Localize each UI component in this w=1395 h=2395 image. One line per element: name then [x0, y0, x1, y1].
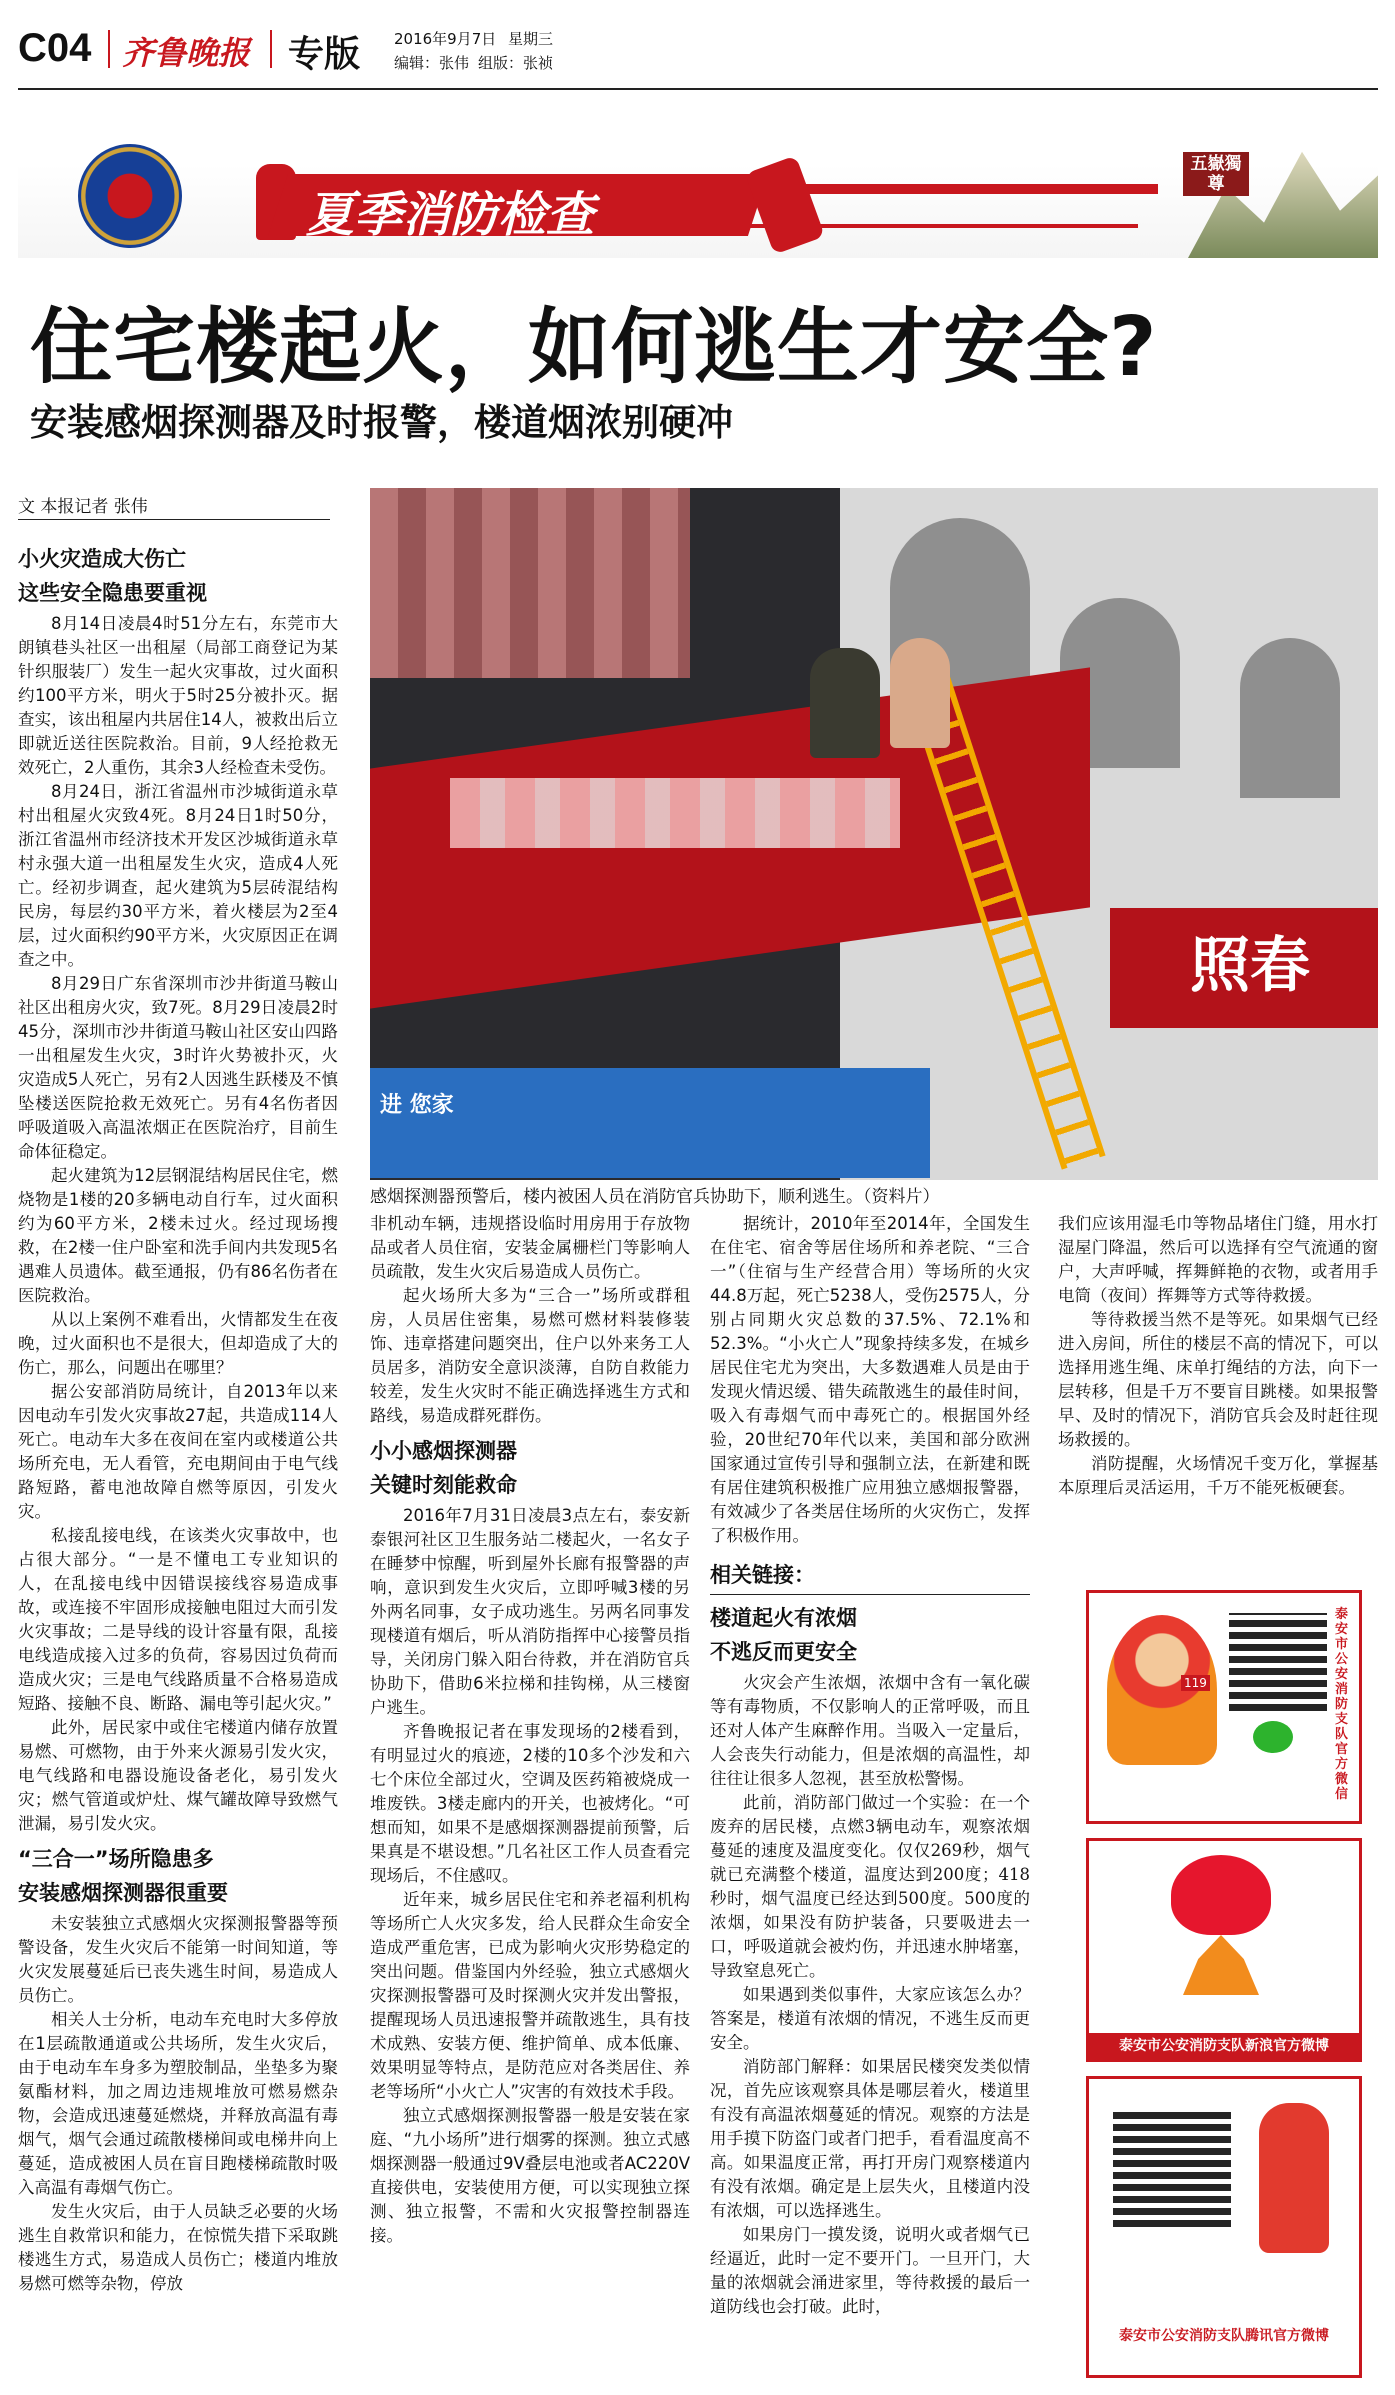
window	[1240, 638, 1340, 798]
paragraph: 等待救援当然不是等死。如果烟气已经进入房间，所住的楼层不高的情况下，可以选择用逃生绳、床单打绳结的方法，向下一层转移，但是千万不要盲目跳楼。如果报警早、及时的情况下，消防官兵会及时赶往现场救援的。	[1058, 1310, 1378, 1449]
paragraph: 未安装独立式感烟火灾探测报警器等预警设备，发生火灾后不能第一时间知道，等火灾发展蔓延后已丧失逃生时间，易造成人员伤亡。	[18, 1914, 338, 2005]
section-title: 不逃反而更安全	[710, 1640, 857, 1664]
date: 2016年9月7日	[394, 30, 497, 48]
section-title: 安装感烟探测器很重要	[18, 1881, 228, 1905]
editor: 编辑：张伟	[394, 54, 470, 72]
blue-banner	[370, 1068, 930, 1178]
page-number: C04	[18, 26, 92, 70]
wechat-ad	[1086, 1590, 1362, 1824]
paragraph: 独立式感烟探测报警器一般是安装在家庭、“九小场所”进行烟雾的探测。独立式感烟探测器一般通过9V叠层电池或者AC220V直接供电，安装使用方便，可以实现独立探测、独立报警，不需和火灾报警控制器连接。	[370, 2106, 690, 2245]
paragraph: 消防提醒，火场情况千变万化，掌握基本原理后灵活运用，千万不能死板硬套。	[1058, 1454, 1378, 1497]
paragraph: 从以上案例不难看出，火情都发生在夜晚，过火面积也不是很大，但却造成了大的伤亡，那么，问题出在哪里？	[18, 1310, 338, 1377]
paragraph: 消防部门解释：如果居民楼突发类似情况，首先应该观察具体是哪层着火，楼道里有没有高温浓烟蔓延的情况。观察的方法是用手摸下防盗门或者门把手，看看温度高不高。如果温度正常，再打开房门观察楼道内有没有浓烟。确定是上层失火，且楼道内没有浓烟，可以选择逃生。	[710, 2057, 1030, 2220]
subheadline: 安装感烟探测器及时报警，楼道烟浓别硬冲	[30, 401, 733, 444]
section-title: 这些安全隐患要重视	[18, 581, 207, 605]
paragraph: 据统计，2010年至2014年，全国发生在住宅、宿舍等居住场所和养老院、“三合一”（住宿与生产经营合用）等场所的火灾44.8万起，死亡5238人，受伤2575人，分别占同期火灾总数的37.5%、72.1%和52.3%。“小火亡人”现象持续多发，在城乡居民住宅尤为突出，大多数遇难人员是由于发现火情迟缓、错失疏散逃生的最佳时间，吸入有毒烟气而中毒死亡的。根据国外经验，20世纪70年代以来，美国和部分欧洲国家通过宣传引导和强制立法，在新建和既有居住建筑积极推广应用独立感烟报警器，有效减少了各类居住场所的火灾伤亡，发挥了积极作用。	[710, 1214, 1030, 1545]
news-photo	[370, 488, 1378, 1180]
fire-icon	[1183, 1935, 1259, 1995]
paragraph: 8月24日，浙江省温州市沙城街道永草村出租屋火灾致4死。8月24日1时50分，浙江省温州市经济技术开发区沙城街道永草村永强大道一出租屋发生火灾，造成4人死亡。经初步调查，起火建筑为5层砖混结构民房，每层约30平方米，着火楼层为2至4层，过火面积约90平方米，火灾原因正在调查之中。	[18, 782, 338, 969]
mascot-badge: 119	[1181, 1675, 1210, 1691]
header-rule	[18, 88, 1378, 90]
paragraph: 起火场所大多为“三合一”场所或群租房，人员居住密集，易燃可燃材料装修装饰、违章搭建问题突出，住户以外来务工人员居多，消防安全意识淡薄，自防自救能力较差，发生火灾时不能正确选择逃生方式和路线，易造成群死群伤。	[370, 1286, 690, 1425]
paragraph: 私接乱接电线，在该类火灾事故中，也占很大部分。“一是不懂电工专业知识的人，在乱接电线中因错误接线容易造成事故，或连接不牢固形成接触电阻过大而引发火灾事故；二是导线的设计容量有限，乱接电线造成接入过多的负荷，容易因过负荷而造成火灾；三是电气线路质量不合格易造成短路、接触不良、断路、漏电等引起火灾。”	[18, 1526, 338, 1713]
blue-banner-text: 进 您家	[380, 1093, 454, 1118]
banner	[18, 140, 1378, 258]
newspaper-logo: 齐鲁晚报	[122, 34, 251, 72]
page-header	[18, 22, 1378, 84]
photo-caption: 感烟探测器预警后，楼内被困人员在消防官兵协助下，顺利逃生。（资料片）	[370, 1187, 940, 1207]
fire-badge-icon	[78, 144, 182, 248]
weibo-ad	[1086, 1838, 1362, 2062]
paragraph: 据公安部消防局统计，自2013年以来因电动车引发火灾事故27起，共造成114人死亡。电动车大多在夜间在室内或楼道公共场所充电，无人看管，充电期间由于电气线路短路，蓄电池故障自燃等原因，引发火灾。	[18, 1382, 338, 1521]
mount-tai-badge: 五嶽獨尊	[1183, 152, 1249, 196]
layout-editor: 组版：张祯	[478, 54, 554, 72]
weibo-icon	[1171, 1855, 1271, 1935]
related-link-label: 相关链接：	[710, 1563, 815, 1587]
shop-sign-text: 照春	[1190, 931, 1310, 1001]
paragraph: 此前，消防部门做过一个实验：在一个废弃的居民楼，点燃3辆电动车，观察浓烟蔓延的速度及温度变化。仅仅269秒，烟气就已充满整个楼道，温度达到200度；418秒时，烟气温度已经达到500度。500度的浓烟，如果没有防护装备，只要吸进去一口，呼吸道就会被灼伤，并迅速水肿堵塞，导致窒息死亡。	[710, 1793, 1030, 1980]
wechat-qr-code	[1229, 1613, 1327, 1711]
qr-label: 泰安市公安消防支队新浪官方微博	[1089, 2033, 1359, 2059]
wechat-icon	[1253, 1721, 1293, 1753]
section-title: 关键时刻能救命	[370, 1473, 517, 1497]
headline: 住宅楼起火，如何逃生才安全?	[30, 300, 1158, 395]
column-4	[1058, 1212, 1378, 1552]
paragraph: 相关人士分析，电动车充电时大多停放在1层疏散通道或公共场所，发生火灾后，由于电动车车身多为塑胶制品，坐垫多为聚氨酯材料，加之周边违规堆放可燃易燃杂物，会造成迅速蔓延燃烧，并释放高温有毒烟气，烟气会通过疏散楼梯间或电梯井向上蔓延，造成被困人员在盲目跑楼梯疏散时吸入高温有毒烟气伤亡。	[18, 2010, 338, 2197]
divider	[270, 30, 272, 68]
blurred-sign	[450, 778, 900, 848]
paragraph: 此外，居民家中或住宅楼道内储存放置易燃、可燃物，由于外来火源易引发火灾，电气线路和电器设施设备老化，易引发火灾；燃气管道或炉灶、煤气罐故障导致燃气泄漏，易引发火灾。	[18, 1718, 338, 1833]
column-1	[18, 530, 338, 2385]
paragraph: 火灾会产生浓烟，浓烟中含有一氧化碳等有毒物质，不仅影响人的正常呼吸，而且还对人体产生麻醉作用。当吸入一定量后，人会丧失行动能力，但是浓烟的高温性，却往往让很多人忽视，甚至放松警惕。	[710, 1673, 1030, 1788]
weekday: 星期三	[508, 30, 554, 48]
paragraph: 非机动车辆，违规搭设临时用房用于存放物品或者人员住宿，安装金属栅栏门等影响人员疏散，发生火灾后易造成人员伤亡。	[370, 1214, 690, 1281]
paragraph: 8月14日凌晨4时51分左右，东莞市大朗镇巷头社区一出租屋（局部工商登记为某针织服装厂）发生一起火灾事故，过火面积约100平方米，明火于5时25分被扑灭。据查实，该出租屋内共居住14人，被救出后立即就近送往医院救治。目前，9人经抢救无效死亡，2人重伤，其余3人经检查未受伤。	[18, 614, 338, 777]
paragraph: 我们应该用湿毛巾等物品堵住门缝，用水打湿屋门降温，然后可以选择有空气流通的窗户，大声呼喊，挥舞鲜艳的衣物，或者用手电筒（夜间）挥舞等方式等待救援。	[1058, 1214, 1378, 1305]
paragraph: 8月29日广东省深圳市沙井街道马鞍山社区出租房火灾，致7死。8月29日凌晨2时45分，深圳市沙井街道马鞍山社区安山四路一出租屋发生火灾，3时许火势被扑灭，火灾造成5人死亡，另有2人因逃生跃楼及不慎坠楼送医院抢救无效死亡。另有4名伤者因呼吸道吸入高温浓烟正在医院治疗，目前生命体征稳定。	[18, 974, 338, 1161]
section-name: 专版	[288, 34, 361, 75]
section-title: 小小感烟探测器	[370, 1439, 517, 1463]
paragraph: 发生火灾后，由于人员缺乏必要的火场逃生自救常识和能力，在惊慌失措下采取跳楼逃生方式，易造成人员伤亡；楼道内堆放易燃可燃等杂物，停放	[18, 2202, 338, 2293]
divider	[108, 30, 110, 68]
tencent-qr-code	[1113, 2109, 1231, 2227]
banner-title: 夏季消防检查	[306, 187, 595, 243]
paragraph: 如果遇到类似事件，大家应该怎么办？答案是，楼道有浓烟的情况，不逃生反而更安全。	[710, 1985, 1030, 2052]
paragraph: 如果房门一摸发烫，说明火或者烟气已经逼近，此时一定不要开门。一旦开门，大量的浓烟就会涌进家里，等待救援的最后一道防线也会打破。此时，	[710, 2225, 1030, 2316]
tencent-weibo-ad	[1086, 2076, 1362, 2378]
section-title: “三合一”场所隐患多	[18, 1847, 214, 1871]
section-title: 楼道起火有浓烟	[710, 1606, 857, 1630]
paragraph: 近年来，城乡居民住宅和养老福利机构等场所亡人火灾多发，给人民群众生命安全造成严重危害，已成为影响火灾形势稳定的突出问题。借鉴国内外经验，独立式感烟火灾探测报警器可及时探测火灾并发出警报，提醒现场人员迅速报警并疏散逃生，具有技术成熟、安装方便、维护简单、成本低廉、效果明显等特点，是防范应对各类居住、养老等场所“小火亡人”灾害的有效技术手段。	[370, 1890, 690, 2101]
qr-label: 泰安市公安消防支队腾讯官方微博	[1119, 2328, 1329, 2344]
paragraph: 齐鲁晚报记者在事发现场的2楼看到，有明显过火的痕迹，2楼的10多个沙发和六七个床位全部过火，空调及医药箱被烧成一堆废铁。3楼走廊内的开关，也被烤化。“可想而知，如果不是感烟探测器提前预警，后果真是不堪设想。”几名社区工作人员查看完现场后，不住感叹。	[370, 1722, 690, 1885]
blurred-sign	[370, 488, 690, 678]
paragraph: 2016年7月31日凌晨3点左右，泰安新泰银河社区卫生服务站二楼起火，一名女子在睡梦中惊醒，听到屋外长廊有报警器的声响，意识到发生火灾后，立即呼喊3楼的另外两名同事，女子成功逃生。另两名同事发现楼道有烟后，听从消防指挥中心接警员指导，关闭房门躲入阳台待救，并在消防官兵协助下，借助6米拉梯和挂钩梯，从三楼窗户逃生。	[370, 1506, 690, 1717]
rescued-person	[890, 638, 950, 748]
section-title: 小火灾造成大伤亡	[18, 547, 186, 571]
paragraph: 起火建筑为12层钢混结构居民住宅，燃烧物是1楼的20多辆电动自行车，过火面积约为60平方米，2楼未过火。经过现场搜救，在2楼一住户卧室和洗手间内共发现5名遇难人员遗体。截至通报，仍有86名伤者在医院救治。	[18, 1166, 338, 1305]
divider	[710, 1594, 1030, 1595]
extinguisher-icon	[745, 155, 825, 254]
column-3	[710, 1212, 1030, 2385]
firefighter	[810, 648, 880, 758]
byline: 文 本报记者 张伟	[18, 492, 330, 520]
extinguisher-mascot-icon	[1259, 2103, 1329, 2253]
qr-label-vertical: 泰安市公安消防支队官方微信	[1335, 1607, 1349, 1802]
column-2	[370, 1212, 690, 2385]
